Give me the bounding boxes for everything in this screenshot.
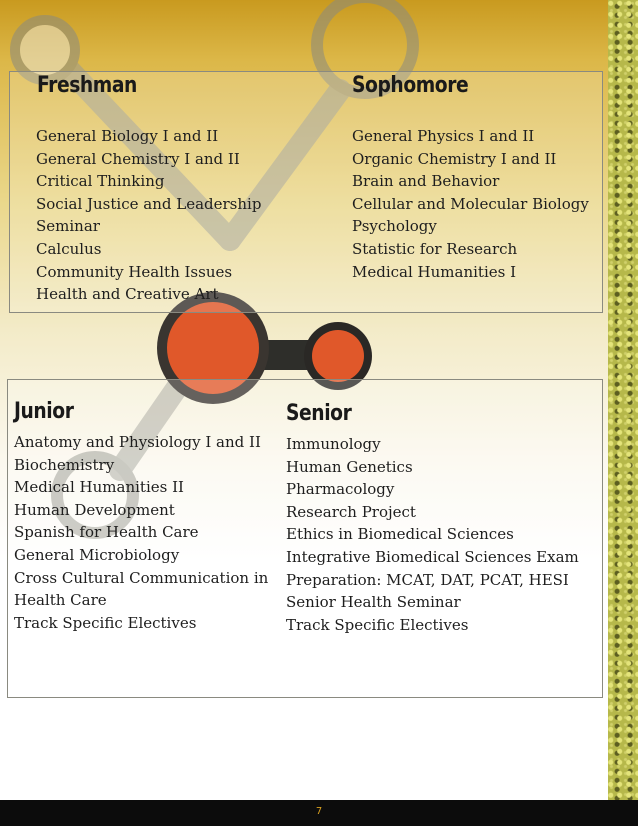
molecule-atom-orange (312, 330, 364, 382)
course-item: Cross Cultural Communication in (14, 568, 269, 587)
course-item: Pharmacology (286, 480, 395, 499)
course-item: Immunology (286, 435, 381, 453)
senior-heading: Senior (286, 401, 352, 426)
course-item: Track Specific Electives (286, 615, 469, 634)
course-item: Human Development (14, 500, 175, 519)
page-number: 7 (315, 806, 323, 817)
course-item: Community Health Issues (36, 262, 233, 281)
course-item: General Microbiology (14, 545, 180, 564)
course-item: Health and Creative Art (36, 285, 219, 304)
course-item: Seminar (36, 217, 100, 236)
course-item: Medical Humanities I (352, 262, 517, 281)
course-item: Organic Chemistry I and II (352, 149, 557, 168)
course-item: Spanish for Health Care (14, 523, 199, 542)
senior-course-list (286, 433, 579, 636)
course-item: Anatomy and Physiology I and II (14, 433, 261, 451)
sophomore-course-list (352, 125, 589, 283)
course-item: Calculus (36, 239, 102, 258)
course-item: Biochemistry (14, 455, 115, 474)
junior-course-list (14, 431, 268, 634)
course-item: Brain and Behavior (352, 172, 500, 191)
freshman-course-list (36, 125, 261, 306)
course-item: Statistic for Research (352, 239, 518, 258)
course-item: Psychology (352, 217, 437, 236)
course-item: General Chemistry I and II (36, 149, 240, 168)
course-item: Medical Humanities II (14, 478, 184, 497)
freshman-heading: Freshman (37, 73, 137, 98)
course-item: Track Specific Electives (14, 613, 197, 632)
course-item: Health Care (14, 591, 107, 610)
course-item: Ethics in Biomedical Sciences (286, 525, 514, 544)
sophomore-heading: Sophomore (352, 73, 469, 98)
course-item: General Biology I and II (36, 127, 219, 145)
course-item: Research Project (286, 502, 416, 521)
course-item: Preparation: MCAT, DAT, PCAT, HESI (286, 570, 569, 589)
course-item: Cellular and Molecular Biology (352, 194, 589, 213)
decorative-texture-strip (608, 0, 638, 800)
course-item: Integrative Biomedical Sciences Exam (286, 547, 579, 566)
course-item: General Physics I and II (352, 127, 535, 145)
course-item: Senior Health Seminar (286, 593, 461, 612)
course-item: Critical Thinking (36, 172, 165, 191)
junior-heading: Junior (14, 399, 74, 424)
course-item: Social Justice and Leadership (36, 194, 262, 213)
course-item: Human Genetics (286, 457, 413, 476)
